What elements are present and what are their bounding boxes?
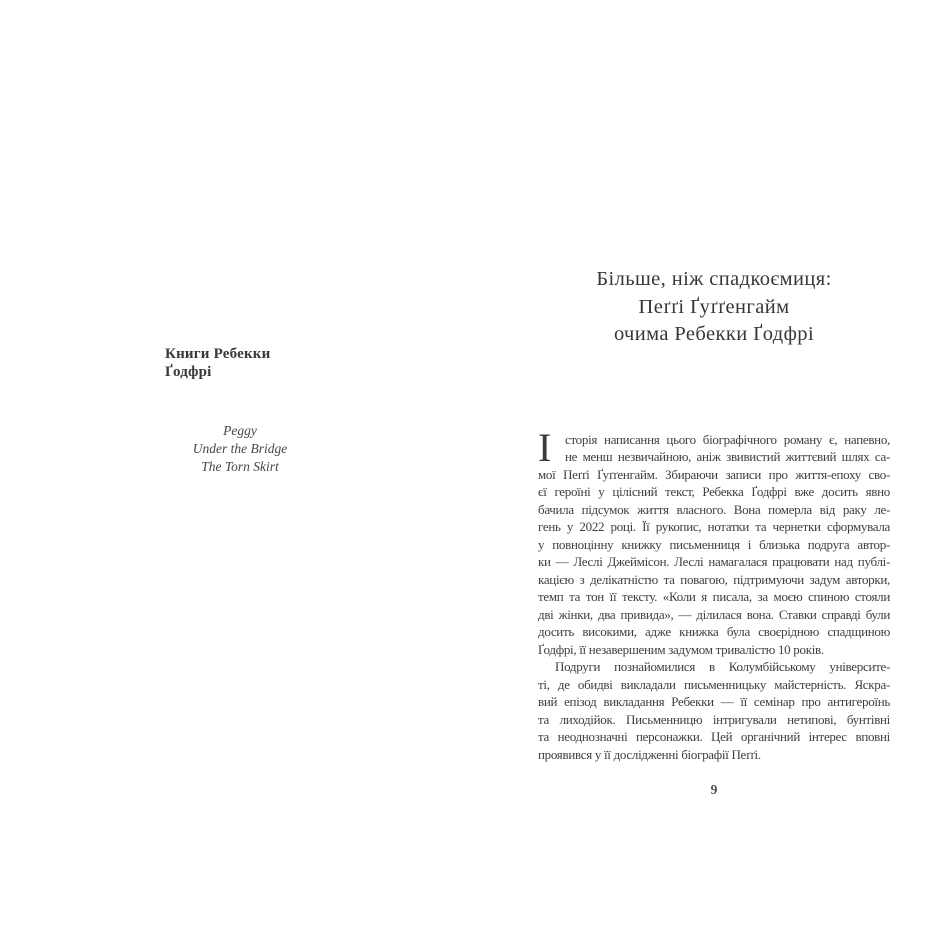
- text-line: досить високими, адже книжка була своєрідною спадщиною: [538, 624, 890, 639]
- book-title-list: [165, 422, 315, 476]
- chapter-title: [538, 266, 890, 349]
- text-line: та лиходійок. Письменницю інтригували нетипові, бунтівні: [538, 711, 890, 727]
- paragraph-1-beside-cap: [565, 431, 890, 466]
- text-line: бачила підсумок життя власного. Вона померла від раку ле-: [538, 501, 890, 517]
- text-line: у повноцінну книжку письменниця і близька подруга автор-: [538, 536, 890, 552]
- text-line: дві жінки, два привида», — ділилася вона. Ставки справді були: [538, 606, 890, 622]
- drop-cap: І: [538, 424, 552, 470]
- text-line: Ґодфрі, її незавершеним задумом тривалістю 10 років.: [538, 641, 824, 657]
- text-line: Under the Bridge: [192, 441, 288, 456]
- text-line: мої Пеґґі Ґуґґенгайм. Збираючи записи про життя-епоху сво-: [538, 466, 890, 482]
- text-line: кацією з делікатністю та повагою, підтримуючи задум авторки,: [538, 571, 890, 587]
- left-page: [165, 345, 315, 476]
- text-line: Подруги познайомилися в Колумбійському університе-: [555, 659, 890, 674]
- paragraph-1-opening: [538, 424, 890, 470]
- page-number: 9: [710, 782, 718, 797]
- text-line: Peggy: [223, 423, 257, 438]
- text-line: темп та тон її тексту. «Коли я писала, за моєю спиною стояли: [538, 589, 890, 604]
- text-line: ки — Леслі Джеймісон. Леслі намагалася працювати над публі-: [538, 554, 890, 569]
- text-line: проявився у її дослідженні біографії Пеґґі.: [538, 746, 761, 762]
- text-line: The Torn Skirt: [201, 459, 279, 474]
- text-line: не менш незвичайною, аніж звивистий життєвий шлях са-: [565, 449, 890, 464]
- text-line: сторія написання цього біографічного роману є, напевно,: [565, 431, 890, 447]
- text-line: та неоднозначні персонажки. Цей органічний інтерес вповні: [538, 729, 890, 744]
- text-line: Пеґґі Ґуґґенгайм: [638, 295, 790, 318]
- text-line: єї героїні у цілісний текст, Ребекка Ґодфрі вже досить явно: [538, 484, 890, 499]
- paragraph-1-rest: [538, 466, 890, 659]
- body-text: [538, 424, 890, 764]
- left-page-heading: Книги Ребекки Ґодфрі: [165, 346, 271, 380]
- text-line: гень у 2022 році. Її рукопис, нотатки та чернетки сформувала: [538, 519, 890, 534]
- paragraph-2: [538, 658, 890, 763]
- text-line: вий епізод викладання Ребекки — її семінар про антигероїнь: [538, 694, 890, 709]
- right-page: [538, 266, 890, 763]
- text-line: Більше, ніж спадкоємиця:: [596, 268, 832, 290]
- text-line: очима Ребекки Ґодфрі: [613, 323, 815, 345]
- text-line: ті, де обидві викладали письменницьку майстерність. Яскра-: [538, 676, 890, 692]
